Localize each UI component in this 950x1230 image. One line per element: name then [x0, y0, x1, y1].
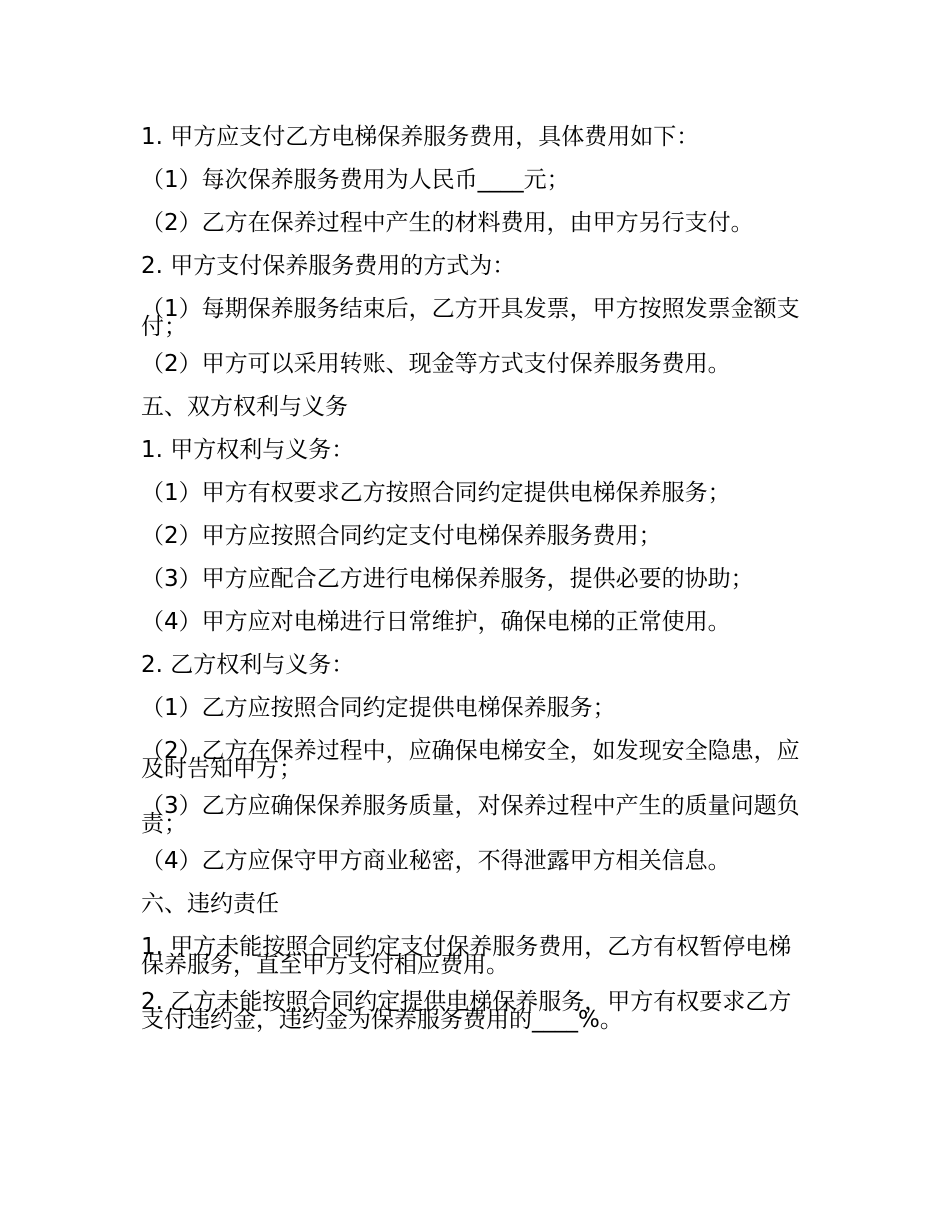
section-6-title: 六、违约责任: [141, 891, 279, 917]
breach-clause-2: 2. 乙方未能按照合同约定提供电梯保养服务，甲方有权要求乙方支付违约金，违约金为保养服务费用的____%。: [141, 989, 792, 1033]
party-b-rights-item-3: （3）乙方应确保保养服务质量，对保养过程中产生的质量问题负责；: [141, 793, 800, 837]
breach-clause-1: 1. 甲方未能按照合同约定支付保养服务费用，乙方有权暂停电梯保养服务，直至甲方支付相应费用。: [141, 934, 792, 978]
party-a-rights-heading: 1. 甲方权利与义务：: [141, 437, 355, 463]
party-b-rights-item-4: （4）乙方应保守甲方商业秘密，不得泄露甲方相关信息。: [141, 848, 731, 874]
fee-clause-2-item-1: （1）每期保养服务结束后，乙方开具发票，甲方按照发票金额支付；: [141, 296, 800, 340]
party-a-rights-item-1: （1）甲方有权要求乙方按照合同约定提供电梯保养服务；: [141, 480, 731, 506]
fee-clause-2-heading: 2. 甲方支付保养服务费用的方式为：: [141, 253, 516, 279]
section-5-title: 五、双方权利与义务: [141, 394, 348, 420]
fee-clause-2-item-2: （2）甲方可以采用转账、现金等方式支付保养服务费用。: [141, 351, 731, 377]
party-a-rights-item-4: （4）甲方应对电梯进行日常维护，确保电梯的正常使用。: [141, 609, 731, 635]
fee-clause-1-item-2: （2）乙方在保养过程中产生的材料费用，由甲方另行支付。: [141, 210, 754, 236]
party-a-rights-item-3: （3）甲方应配合乙方进行电梯保养服务，提供必要的协助；: [141, 566, 754, 592]
party-b-rights-item-2: （2）乙方在保养过程中，应确保电梯安全，如发现安全隐患，应及时告知甲方；: [141, 738, 800, 782]
fee-clause-1-item-1: （1）每次保养服务费用为人民币____元；: [141, 167, 570, 193]
fee-clause-1-heading: 1. 甲方应支付乙方电梯保养服务费用，具体费用如下：: [141, 124, 700, 150]
document-body: [141, 122, 811, 1042]
party-a-rights-item-2: （2）甲方应按照合同约定支付电梯保养服务费用；: [141, 523, 662, 549]
party-b-rights-heading: 2. 乙方权利与义务：: [141, 652, 355, 678]
party-b-rights-item-1: （1）乙方应按照合同约定提供电梯保养服务；: [141, 695, 616, 721]
